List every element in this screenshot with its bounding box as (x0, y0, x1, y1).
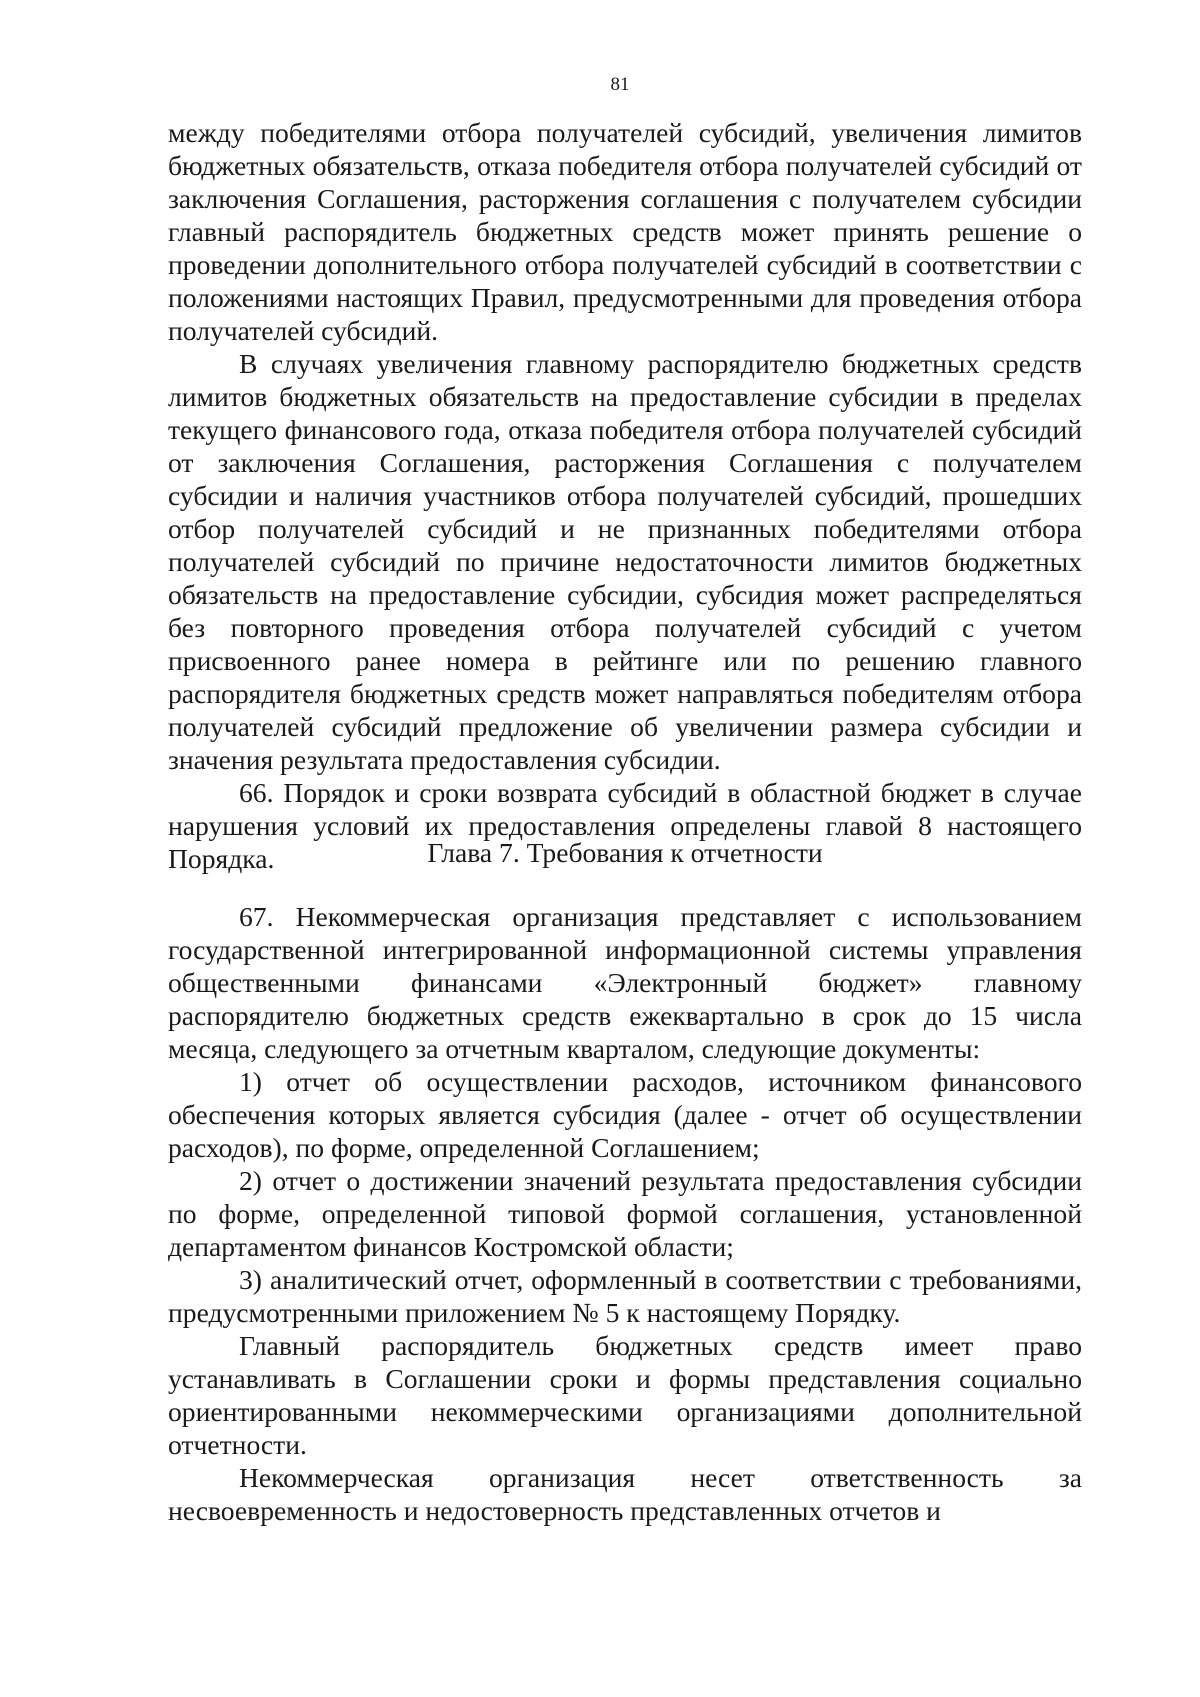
list-item-3: 3) аналитический отчет, оформленный в соответствии с требованиями, предусмотренными приложением № 5 к настоящему Порядку. (168, 1264, 1082, 1328)
paragraph-item-67: 67. Некоммерческая организация представляет с использованием государственной интегрированной информационной системы управления общественными финансами «Электронный бюджет» главному распорядителю бюджетных средств ежеквартально в срок до 15 числа месяца, следующего за отчетным кварталом, следующие документы: (168, 901, 1082, 1064)
paragraph: Главный распорядитель бюджетных средств имеет право устанавливать в Соглашении сроки и формы представления социально ориентированными некоммерческими организациями дополнительной отчетности. (168, 1330, 1082, 1460)
list-item-2: 2) отчет о достижении значений результата предоставления субсидии по форме, определенной типовой формой соглашения, установленной департаментом финансов Костромской области; (168, 1165, 1082, 1262)
text-block-2 (168, 900, 1082, 1527)
paragraph: В случаях увеличения главному распорядителю бюджетных средств лимитов бюджетных обязательств на предоставление субсидии в пределах текущего финансового года, отказа победителя отбора получателей субсидий от заключения Соглашения, расторжения Соглашения с получателем субсидии и наличия участников отбора получателей субсидий, прошедших отбор получателей субсидий и не признанных победителями отбора получателей субсидий по причине недостаточности лимитов бюджетных обязательств на предоставление субсидии, субсидия может распределяться без повторного проведения отбора получателей субсидий с учетом присвоенного ранее номера в рейтинге или по решению главного распорядителя бюджетных средств может направляться победителям отбора получателей субсидий предложение об увеличении размера субсидии и значения результата предоставления субсидии. (168, 348, 1082, 775)
text-block-1 (168, 116, 1082, 875)
paragraph-continuation: между победителями отбора получателей субсидий, увеличения лимитов бюджетных обязательств, отказа победителя отбора получателей субсидий от заключения Соглашения, расторжения соглашения с получателем субсидии главный распорядитель бюджетных средств может принять решение о проведении дополнительного отбора получателей субсидий в соответствии с положениями настоящих Правил, предусмотренными для проведения отбора получателей субсидий. (168, 117, 1082, 346)
paragraph-item-66: 66. Порядок и сроки возврата субсидий в областной бюджет в случае нарушения условий их предоставления определены главой 8 настоящего Порядка. (168, 777, 1082, 874)
list-item-1: 1) отчет об осуществлении расходов, источником финансового обеспечения которых является субсидия (далее - отчет об осуществлении расходов), по форме, определенной Соглашением; (168, 1066, 1082, 1163)
page-number: 81 (610, 74, 630, 95)
paragraph: Некоммерческая организация несет ответственность за несвоевременность и недостоверность представленных отчетов и (168, 1462, 1082, 1526)
chapter-heading: Глава 7. Требования к отчетности (427, 837, 823, 868)
